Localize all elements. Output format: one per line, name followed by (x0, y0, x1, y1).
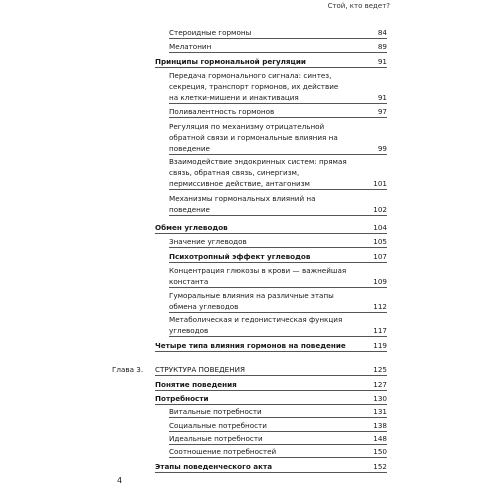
toc-entry (169, 314, 387, 337)
toc-entry-title: Передача гормонального сигнала: синтез, секреция, транспорт гормонов, их действие на клетки-мишени и инактивация (169, 71, 339, 102)
toc-entry (169, 70, 387, 104)
toc-entry-page: 150 (373, 447, 387, 456)
toc-entry-title: Взаимодействие эндокринных систем: прямая связь, обратная связь, синергизм, пермиссивное действие, антагонизм (169, 157, 347, 188)
toc-entry-page: 105 (373, 237, 387, 246)
toc-section-title: Принципы гормональной регуляции (155, 57, 306, 66)
toc-entry-title: Значение углеводов (169, 237, 247, 246)
toc-entry (169, 420, 387, 432)
toc-entry (169, 265, 387, 288)
toc-entry-title: Соотношение потребностей (169, 447, 277, 456)
toc-section-page: 130 (373, 394, 387, 403)
running-head: Стой, кто ведет? (327, 2, 390, 10)
toc-entry-page: 148 (373, 434, 387, 443)
toc-entry-title: Механизмы гормональных влияний на поведение (169, 194, 316, 214)
toc-entry-page: 97 (377, 107, 387, 116)
toc-section (155, 379, 387, 391)
toc-entry-page: 91 (377, 93, 387, 102)
toc-entry-title: Регуляция по механизму отрицательной обратной связи и гормональные влияния на поведение (169, 122, 338, 153)
toc-entry (169, 406, 387, 418)
toc-entry (169, 193, 387, 216)
toc-entry-title: Мелатонин (169, 42, 212, 51)
toc-entry-page: 99 (377, 144, 387, 153)
toc-entry-title: Психотропный эффект углеводов (169, 252, 311, 261)
toc-entry-title: Гуморальные влияния на различные этапы обмена углеводов (169, 291, 334, 311)
toc-entry-page: 84 (377, 28, 387, 37)
toc-section-title: Четыре типа влияния гормонов на поведение (155, 341, 346, 350)
chapter-label: Глава 3. (112, 365, 144, 374)
toc-entry (169, 446, 387, 458)
toc-section (155, 222, 387, 234)
toc-section-page: 91 (377, 57, 387, 66)
toc-section (155, 461, 387, 473)
toc-entry (169, 433, 387, 445)
toc-entry (169, 156, 387, 190)
toc-section-page: 119 (373, 341, 387, 350)
toc-chapter-title: СТРУКТУРА ПОВЕДЕНИЯ (155, 365, 245, 374)
toc-entry-page: 107 (373, 252, 387, 261)
toc-section-title: Этапы поведенческого акта (155, 462, 273, 471)
toc-entry-page: 109 (373, 277, 387, 286)
toc-entry-title: Идеальные потребности (169, 434, 263, 443)
toc-entry-title: Стероидные гормоны (169, 28, 252, 37)
toc-entry (169, 106, 387, 118)
toc-entry (169, 251, 387, 263)
toc-entry (169, 121, 387, 155)
toc-section (155, 340, 387, 352)
toc-section-title: Потребности (155, 394, 209, 403)
toc-entry (169, 41, 387, 53)
toc-entry-page: 138 (373, 421, 387, 430)
toc-section (155, 393, 387, 405)
toc-section-page: 152 (373, 462, 387, 471)
toc-section-page: 127 (373, 380, 387, 389)
toc-entry-page: 89 (377, 42, 387, 51)
toc-entry-title: Концентрация глюкозы в крови — важнейшая константа (169, 266, 347, 286)
toc-section-title: Понятие поведения (155, 380, 237, 389)
toc-entry-page: 117 (373, 326, 387, 335)
toc-entry-title: Поливалентность гормонов (169, 107, 275, 116)
toc-section-title: Обмен углеводов (155, 223, 228, 232)
toc-entry (169, 290, 387, 313)
toc-entry-title: Витальные потребности (169, 407, 262, 416)
toc-entry-title: Метаболическая и гедонистическая функция углеводов (169, 315, 343, 335)
toc-entry (169, 236, 387, 248)
toc-chapter (155, 364, 387, 376)
toc-entry-title: Социальные потребности (169, 421, 267, 430)
toc-entry-page: 101 (373, 179, 387, 188)
toc-entry-page: 102 (373, 205, 387, 214)
toc-entry-page: 112 (373, 302, 387, 311)
toc-chapter-page: 125 (373, 365, 387, 374)
page-number: 4 (117, 476, 123, 485)
toc-section (155, 56, 387, 68)
toc-entry-page: 131 (373, 407, 387, 416)
toc-entry (169, 27, 387, 39)
toc-section-page: 104 (373, 223, 387, 232)
